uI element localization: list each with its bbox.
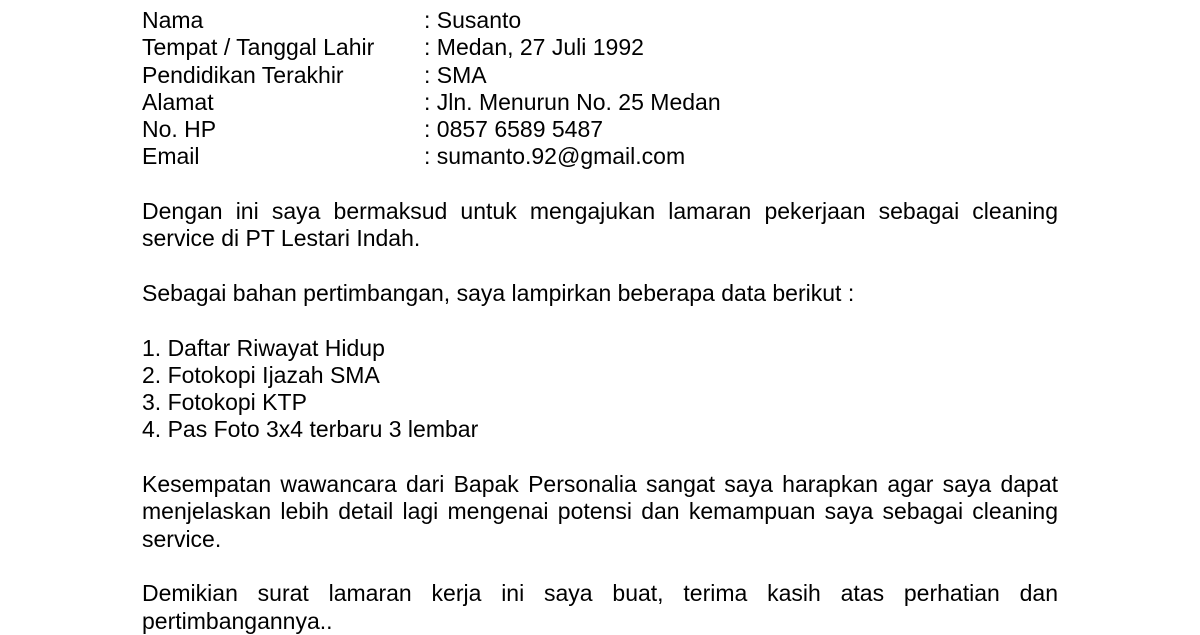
spacer	[142, 307, 1058, 334]
attachments-intro: Sebagai bahan pertimbangan, saya lampirkan beberapa data berikut :	[142, 279, 855, 306]
info-value: : sumanto.92@gmail.com	[424, 143, 686, 170]
info-row-address	[142, 89, 1058, 116]
spacer	[142, 171, 1058, 198]
info-value: : Jln. Menurun No. 25 Medan	[424, 88, 721, 115]
applicant-info	[142, 7, 1058, 171]
info-row-name	[142, 7, 1058, 34]
info-row-birth	[142, 34, 1058, 61]
info-label: Alamat	[142, 88, 214, 115]
info-label: Tempat / Tanggal Lahir	[142, 34, 375, 61]
info-value: : Medan, 27 Juli 1992	[424, 34, 644, 61]
closing-paragraph: Demikian surat lamaran kerja ini saya buat, terima kasih atas perhatian dan pertimbangannya..	[142, 580, 1058, 634]
list-item: 3. Fotokopi KTP	[142, 389, 307, 416]
list-item: 4. Pas Foto 3x4 terbaru 3 lembar	[142, 416, 479, 443]
intro-paragraph: Dengan ini saya bermaksud untuk mengajukan lamaran pekerjaan sebagai cleaning service di PT Lestari Indah.	[142, 198, 1058, 252]
info-row-phone	[142, 116, 1058, 143]
letter-body	[142, 7, 1058, 635]
spacer	[142, 253, 1058, 280]
list-item: 2. Fotokopi Ijazah SMA	[142, 361, 380, 388]
interview-paragraph: Kesempatan wawancara dari Bapak Personalia sangat saya harapkan agar saya dapat menjelaskan lebih detail lagi mengenai potensi dan kemampuan saya sebagai cleaning service.	[142, 471, 1058, 552]
info-row-education	[142, 62, 1058, 89]
list-item: 1. Daftar Riwayat Hidup	[142, 334, 385, 361]
info-value: : 0857 6589 5487	[424, 116, 604, 143]
info-value: : SMA	[424, 61, 487, 88]
info-label: No. HP	[142, 116, 217, 143]
info-row-email	[142, 143, 1058, 170]
spacer	[142, 444, 1058, 471]
info-label: Email	[142, 143, 200, 170]
attachments-list	[142, 335, 1058, 444]
info-label: Pendidikan Terakhir	[142, 61, 344, 88]
info-label: Nama	[142, 7, 204, 33]
spacer	[142, 553, 1058, 580]
info-value: : Susanto	[424, 7, 522, 33]
